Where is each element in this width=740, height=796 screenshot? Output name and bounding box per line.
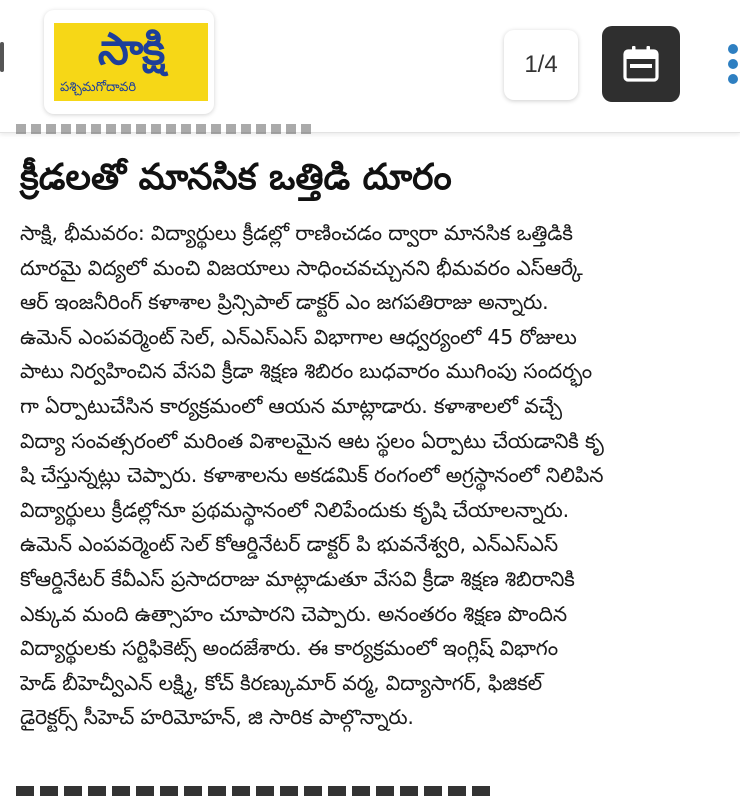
article-line: షి చేస్తున్నట్లు చెప్పారు. కళాశాలను అకడమిక్ రంగంలో అగ్రస్థానంలో నిలిపిన [20, 463, 604, 488]
page-indicator[interactable]: 1/4 [504, 30, 578, 100]
newspaper-logo[interactable] [44, 10, 214, 114]
article-line: విద్యా సంవత్సరంలో మరింత విశాలమైన ఆట స్థలం ఏర్పాటు చేయడానికి కృ [20, 428, 604, 453]
calendar-icon [621, 44, 661, 84]
back-edge-handle[interactable] [0, 42, 4, 72]
article-line: గా ఏర్పాటుచేసిన కార్యక్రమంలో ఆయన మాట్లాడారు. కళాశాలలో వచ్చే [20, 393, 562, 418]
app-header [0, 0, 740, 133]
logo-edition: పశ్చిమగోదావరి [60, 80, 137, 95]
article-line: దూరమై విద్యలో మంచి విజయాలు సాధించవచ్చునని భీమవరం ఎస్ఆర్కే [20, 255, 583, 280]
article-line: సాక్షి, భీమవరం: విద్యార్థులు క్రీడల్లో రాణించడం ద్వారా మానసిక ఒత్తిడికి [20, 221, 573, 245]
article-line: హెడ్ బీహెచ్వీఎన్ లక్ష్మి, కోచ్ కిరణ్కుమార్ వర్మ, విద్యాసాగర్, ఫిజికల్ [20, 670, 542, 695]
article-headline: క్రీడలతో మానసిక ఒత్తిడి దూరం [20, 157, 452, 198]
article-line: విద్యార్థులు క్రీడల్లోనూ ప్రథమస్థానంలో నిలిపేందుకు కృషి చేయాలన్నారు. [20, 497, 569, 522]
previous-article-clipped-text [16, 124, 716, 140]
article-line: ఆర్ ఇంజనీరింగ్ కళాశాల ప్రిన్సిపాల్ డాక్టర్ ఎం జగపతిరాజు అన్నారు. [20, 290, 549, 315]
article-line: డైరెక్టర్స్ సీహెచ్ హరిమోహన్, జి సారిక పాల్గొన్నారు. [20, 705, 414, 730]
article-line: కోఆర్డినేటర్ కేవీఎస్ ప్రసాదరాజు మాట్లాడుతూ వేసవి క్రీడా శిక్షణ శిబిరానికి [20, 566, 575, 591]
article-body [20, 216, 732, 735]
article-line: ఉమెన్ ఎంపవర్మెంట్ సెల్, ఎన్ఎస్ఎస్ విభాగాల ఆధ్వర్యంలో 45 రోజులు [20, 324, 577, 349]
article-line: విద్యార్థులకు సర్టిఫికెట్స్ అందజేశారు. ఈ కార్యక్రమంలో ఇంగ్లిష్ విభాగం [20, 636, 558, 661]
article-line: ఎక్కువ మంది ఉత్సాహం చూపారని చెప్పారు. అనంతరం శిక్షణ పొందిన [20, 601, 567, 626]
calendar-button[interactable] [602, 26, 680, 102]
article-line: ఉమెన్ ఎంపవర్మెంట్ సెల్ కోఆర్డినేటర్ డాక్టర్ పి భువనేశ్వరి, ఎన్ఎస్ఎస్ [20, 532, 558, 557]
logo-title: సాక్షి [97, 24, 165, 75]
article-line: పాటు నిర్వహించిన వేసవి క్రీడా శిక్షణ శిబిరం బుధవారం ముగింపు సందర్భం [20, 359, 592, 384]
next-article-clipped-headline [16, 786, 716, 796]
kebab-menu-icon[interactable] [728, 44, 740, 92]
logo-plate [54, 23, 208, 101]
